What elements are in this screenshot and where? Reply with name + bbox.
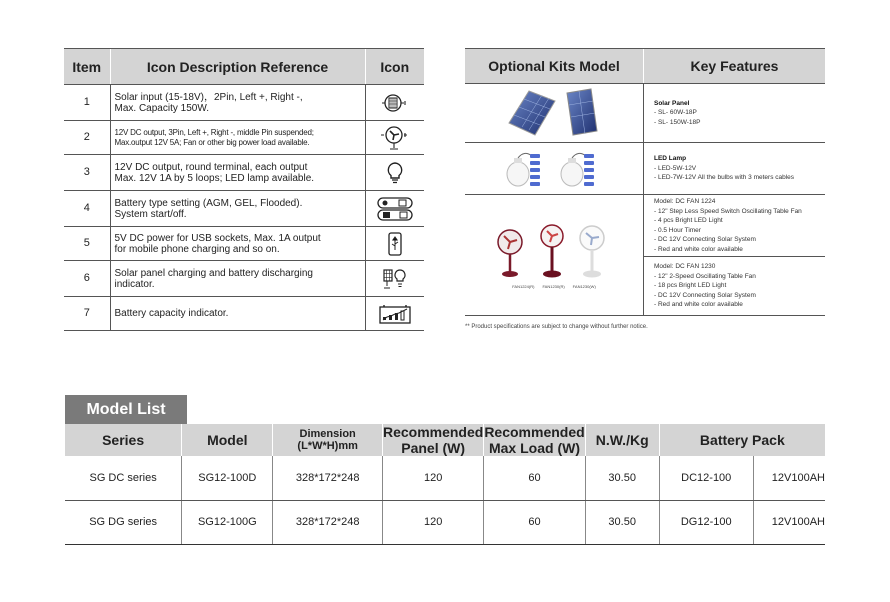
battery-capacity-icon [378,302,412,326]
optional-kits-table [465,48,825,330]
solar-panel-image [499,87,609,139]
battery-setting-icon [375,196,415,222]
dc-fan-image [494,222,614,282]
fan-model-labels: FAN1224(R) FAN1230(R) FAN1230(W) [512,283,596,289]
product-note: ** Product specifications are subject to change without further notice. [465,324,648,330]
table-row: 7 Battery capacity indicator. [64,297,424,331]
header-description: Icon Description Reference [110,49,365,85]
header-key-features: Key Features [690,58,779,74]
table-row: SG DC series SG12-100D 328*172*248 120 60 30.50 DC12-100 12V100AH [65,456,825,500]
model-list-table [65,424,825,545]
header-recommended-panel: Recommended Panel (W) [382,424,484,456]
kit-row-dc-fan [465,195,825,316]
model-list-title: Model List [65,395,187,425]
table-row: 1 Solar input (15-18V)，2Pin, Left +, Right -, Max. Capacity 150W. [64,85,424,121]
usb-phone-icon [388,232,402,256]
kit-row-solar-panel: Solar Panel - SL- 60W-18P - SL- 150W-18P [465,84,825,143]
kits-header [465,48,825,84]
charge-indicator-icon [382,267,408,291]
header-kits-model: Optional Kits Model [465,49,644,83]
solar-panel-icon [379,92,411,114]
header-recommended-load: Recommended Max Load (W) [484,424,585,456]
fan-icon [378,124,412,152]
fan-1230-features: Model: DC FAN 1230 - 12" 2-Speed Oscillating Table Fan - 18 pcs Bright LED Light - DC 12V Connecting Solar System - Red and white color available [654,263,756,309]
header-series: Series [65,424,182,456]
header-dimension: Dimension (L*W*H)mm [273,424,383,456]
header-battery-pack: Battery Pack [659,424,825,456]
header-model: Model [182,424,273,456]
table-row: SG DG series SG12-100G 328*172*248 120 60 30.50 DG12-100 12V100AH [65,500,825,544]
table-row: 6 Solar panel charging and battery discharging indicator. [64,261,424,297]
led-lamp-image [494,148,614,190]
fan-1224-features: Model: DC FAN 1224 - 12" Step Less Speed Switch Oscillating Table Fan - 4 pcs Bright LED Light - 0.5 Hour Timer - DC 12V Connecting Solar System - Red and white color available [644,195,825,257]
table-row: 5 5V DC power for USB sockets, Max. 1A output for mobile phone charging and so on. [64,227,424,261]
kit-row-led-lamp: LED Lamp - LED-5W-12V - LED-7W-12V All the bulbs with 3 meters cables [465,143,825,195]
table-row: 2 12V DC output, 3Pin, Left +, Right -, middle Pin suspended; Max.output 12V 5A; Fan or other big power load available. [64,121,424,155]
header-nw: N.W./Kg [585,424,659,456]
table-row: 4 Battery type setting (AGM, GEL, Flooded). System start/off. [64,191,424,227]
table-row: 3 12V DC output, round terminal, each output Max. 12V 1A by 5 loops; LED lamp available. [64,155,424,191]
icon-description-table [64,48,424,331]
lightbulb-icon [386,161,404,185]
header-item: Item [64,49,110,85]
header-icon: Icon [365,49,424,85]
